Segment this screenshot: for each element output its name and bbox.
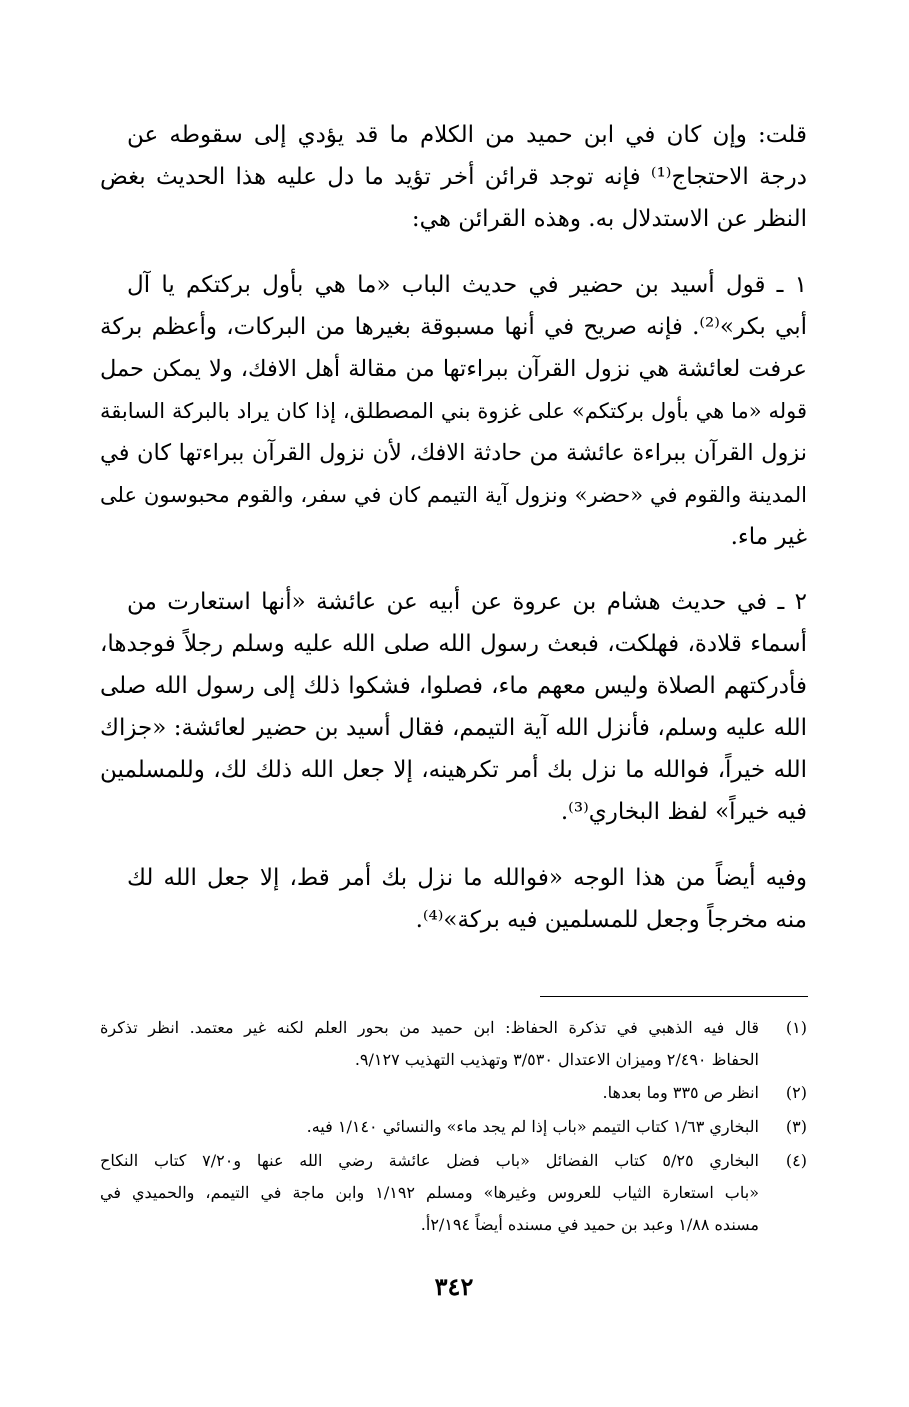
footnote-separator — [540, 996, 808, 997]
body-line: منه مخرجاً وجعل للمسلمين فيه بركة»⁽⁴⁾. — [415, 907, 807, 933]
footnote-text: البخاري ٥/٢٥ كتاب الفضائل «باب فضل عائشة رضي الله عنها و٧/٢٠ كتاب النكاح — [100, 1151, 759, 1170]
footnote-marker: (٤) — [785, 1151, 807, 1170]
body-line: المدينة والقوم في «حضر» ونزول آية التيمم كان في سفر، والقوم محبوسون على — [100, 483, 807, 507]
body-line: ١ ـ قول أسيد بن حضير في حديث الباب «ما هي بأول بركتكم يا آل — [127, 272, 807, 298]
body-line: عرفت لعائشة هي نزول القرآن ببراءتها من مقالة أهل الافك، ولا يمكن حمل — [100, 356, 807, 382]
body-line: الله خيراً، فوالله ما نزل بك أمر تكرهينه، إلا جعل الله ذلك لك، وللمسلمين — [100, 757, 807, 783]
body-line: أبي بكر»⁽²⁾. فإنه صريح في أنها مسبوقة بغيرها من البركات، وأعظم بركة — [100, 314, 807, 340]
footnote-text: البخاري ١/٦٣ كتاب التيمم «باب إذا لم يجد ماء» والنسائي ١/١٤٠ فيه. — [306, 1117, 759, 1136]
body-line: النظر عن الاستدلال به. وهذه القرائن هي: — [411, 206, 807, 232]
footnote-text: انظر ص ٣٣٥ وما بعدها. — [602, 1083, 759, 1102]
footnote-1-cont — [100, 1048, 807, 1072]
body-line: نزول القرآن ببراءة عائشة من حادثة الافك، لأن نزول القرآن ببراءتها كان في — [100, 440, 807, 466]
footnote-marker: (٢) — [785, 1083, 807, 1102]
body-line: فأدركتهم الصلاة وليس معهم ماء، فصلوا، فشكوا ذلك إلى رسول الله صلى — [100, 673, 807, 699]
footnote-4-cont — [100, 1213, 807, 1237]
body-line: الله عليه وسلم، فأنزل الله آية التيمم، فقال أسيد بن حضير لعائشة: «جزاك — [100, 715, 807, 741]
footnote-text: قال فيه الذهبي في تذكرة الحفاظ: ابن حميد من بحور العلم لكنه غير معتمد. انظر تذكرة — [100, 1018, 759, 1037]
body-line: فيه خيراً» لفظ البخاري⁽³⁾. — [560, 799, 807, 825]
footnote-marker: (٣) — [785, 1117, 807, 1136]
footnote-4 — [100, 1149, 807, 1173]
footnote-text: مسنده ١/٨٨ وعبد بن حميد في مسنده أيضاً ٢/١٩٤أ. — [420, 1215, 759, 1234]
body-line: غير ماء. — [730, 524, 807, 550]
footnote-text: «باب استعارة الثياب للعروس وغيرها» ومسلم ١/١٩٢ وابن ماجة في التيمم، والحميدي في — [100, 1183, 759, 1202]
body-line: درجة الاحتجاج⁽¹⁾ فإنه توجد قرائن أخر تؤيد ما دل عليه هذا الحديث بغض — [100, 164, 807, 190]
footnote-2 — [100, 1081, 807, 1105]
page-number: ٣٤٢ — [434, 1272, 474, 1301]
body-line: أسماء قلادة، فهلكت، فبعث رسول الله صلى الله عليه وسلم رجلاً فوجدها، — [100, 631, 807, 657]
footnote-4-cont — [100, 1181, 807, 1205]
body-line: قلت: وإن كان في ابن حميد من الكلام ما قد يؤدي إلى سقوطه عن — [127, 122, 807, 148]
footnote-1 — [100, 1016, 807, 1040]
body-line: قوله «ما هي بأول بركتكم» على غزوة بني المصطلق، إذا كان يراد بالبركة السابقة — [100, 399, 807, 423]
footnote-text: الحفاظ ٢/٤٩٠ وميزان الاعتدال ٣/٥٣٠ وتهذيب التهذيب ٩/١٢٧. — [354, 1050, 759, 1069]
footnote-3 — [100, 1115, 807, 1139]
footnote-marker: (١) — [785, 1018, 807, 1037]
body-line: ٢ ـ في حديث هشام بن عروة عن أبيه عن عائشة «أنها استعارت من — [127, 589, 807, 615]
body-line: وفيه أيضاً من هذا الوجه «فوالله ما نزل بك أمر قط، إلا جعل الله لك — [127, 865, 807, 891]
